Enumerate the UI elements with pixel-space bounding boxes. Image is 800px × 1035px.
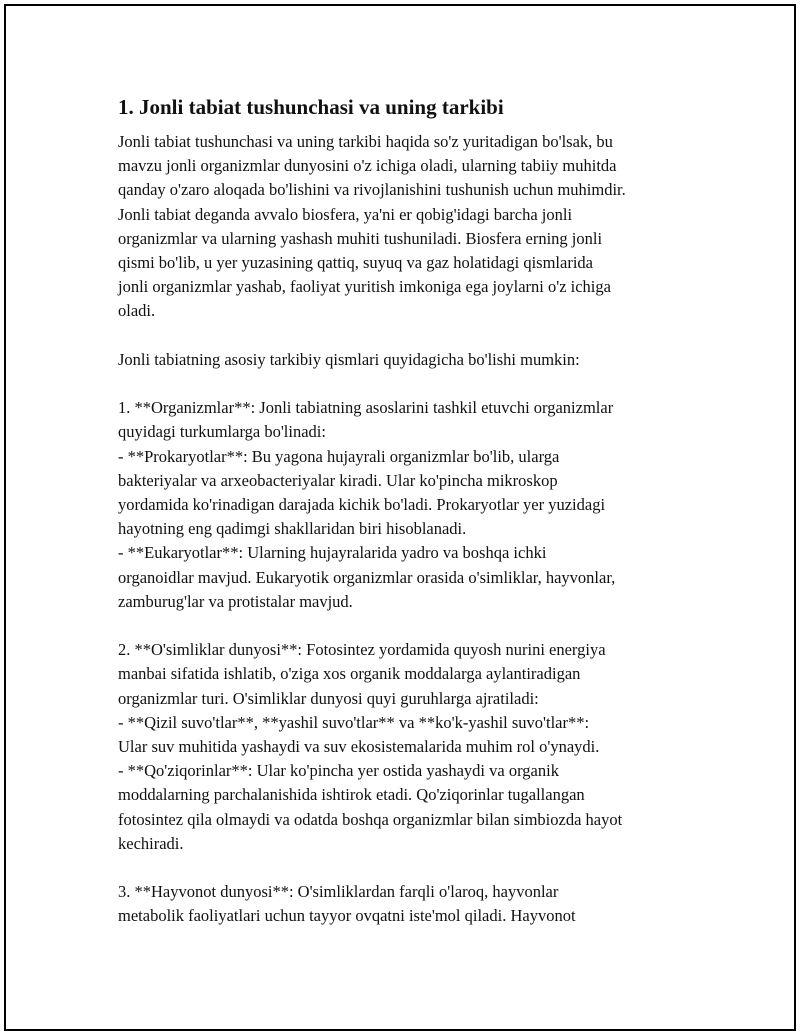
paragraph-spacer <box>118 856 698 880</box>
paragraph-spacer <box>118 324 698 348</box>
document-body <box>118 94 698 929</box>
intro-paragraph: Jonli tabiat tushunchasi va uning tarkibi haqida so'z yuritadigan bo'lsak, bu mavzu jonli organizmlar dunyosini o'z ichiga oladi, ularning tabiiy muhitda qanday o'zaro aloqada bo'lishini va rivojlanishini tushunish uchun muhimdir. Jonli tabiat deganda avvalo biosfera, ya'ni er qobig'idagi barcha jonli organizmlar va ularning yashash muhiti tushuniladi. Biosfera erning jonli qismi bo'lib, u yer yuzasining qattiq, suyuq va gaz holatidagi qismlarida jonli organizmlar yashab, faoliyat yuritish imkoniga ega joylarni o'z ichiga oladi. <box>118 132 626 321</box>
section-heading: 1. Jonli tabiat tushunchasi va uning tarkibi <box>118 95 504 119</box>
components-intro-paragraph: Jonli tabiatning asosiy tarkibiy qismlari quyidagicha bo'lishi mumkin: <box>118 349 580 369</box>
paragraph-spacer <box>118 372 698 396</box>
animals-paragraph: 3. **Hayvonot dunyosi**: O'simliklardan farqli o'laroq, hayvonlar metabolik faoliyatlari uchun tayyor ovqatni iste'mol qiladi. Hayvonot <box>118 882 576 926</box>
plants-paragraph: 2. **O'simliklar dunyosi**: Fotosintez yordamida quyosh nurini energiya manbai sifatida ishlatib, o'ziga xos organik moddalarga aylantiradigan organizmlar turi. O'simliklar dunyosi quyi guruhlarga ajratiladi: - **Qizil suvo'tlar**, **yashil suvo'tlar** va **ko'k-yashil suvo'tlar**: Ular suv muhitida yashaydi va suv ekosistemalarida muhim rol o'ynaydi. - **Qo'ziqorinlar**: Ular ko'pincha yer ostida yashaydi va organik moddalarning parchalanishida ishtirok etadi. Qo'ziqorinlar tugallangan fotosintez qila olmaydi va odatda boshqa organizmlar bilan simbiozda hayot kechiradi. <box>118 640 623 853</box>
paragraph-spacer <box>118 614 698 638</box>
organisms-paragraph: 1. **Organizmlar**: Jonli tabiatning asoslarini tashkil etuvchi organizmlar quyidagi turkumlarga bo'linadi: - **Prokaryotlar**: Bu yagona hujayrali organizmlar bo'lib, ularga bakteriyalar va arxeobacteriyalar kiradi. Ular ko'pincha mikroskop yordamida ko'rinadigan darajada kichik bo'ladi. Prokaryotlar yer yuzidagi hayotning eng qadimgi shakllaridan biri hisoblanadi. - **Eukaryotlar**: Ularning hujayralarida yadro va boshqa ichki organoidlar mavjud. Eukaryotik organizmlar orasida o'simliklar, hayvonlar, zamburug'lar va protistalar mavjud. <box>118 398 616 611</box>
